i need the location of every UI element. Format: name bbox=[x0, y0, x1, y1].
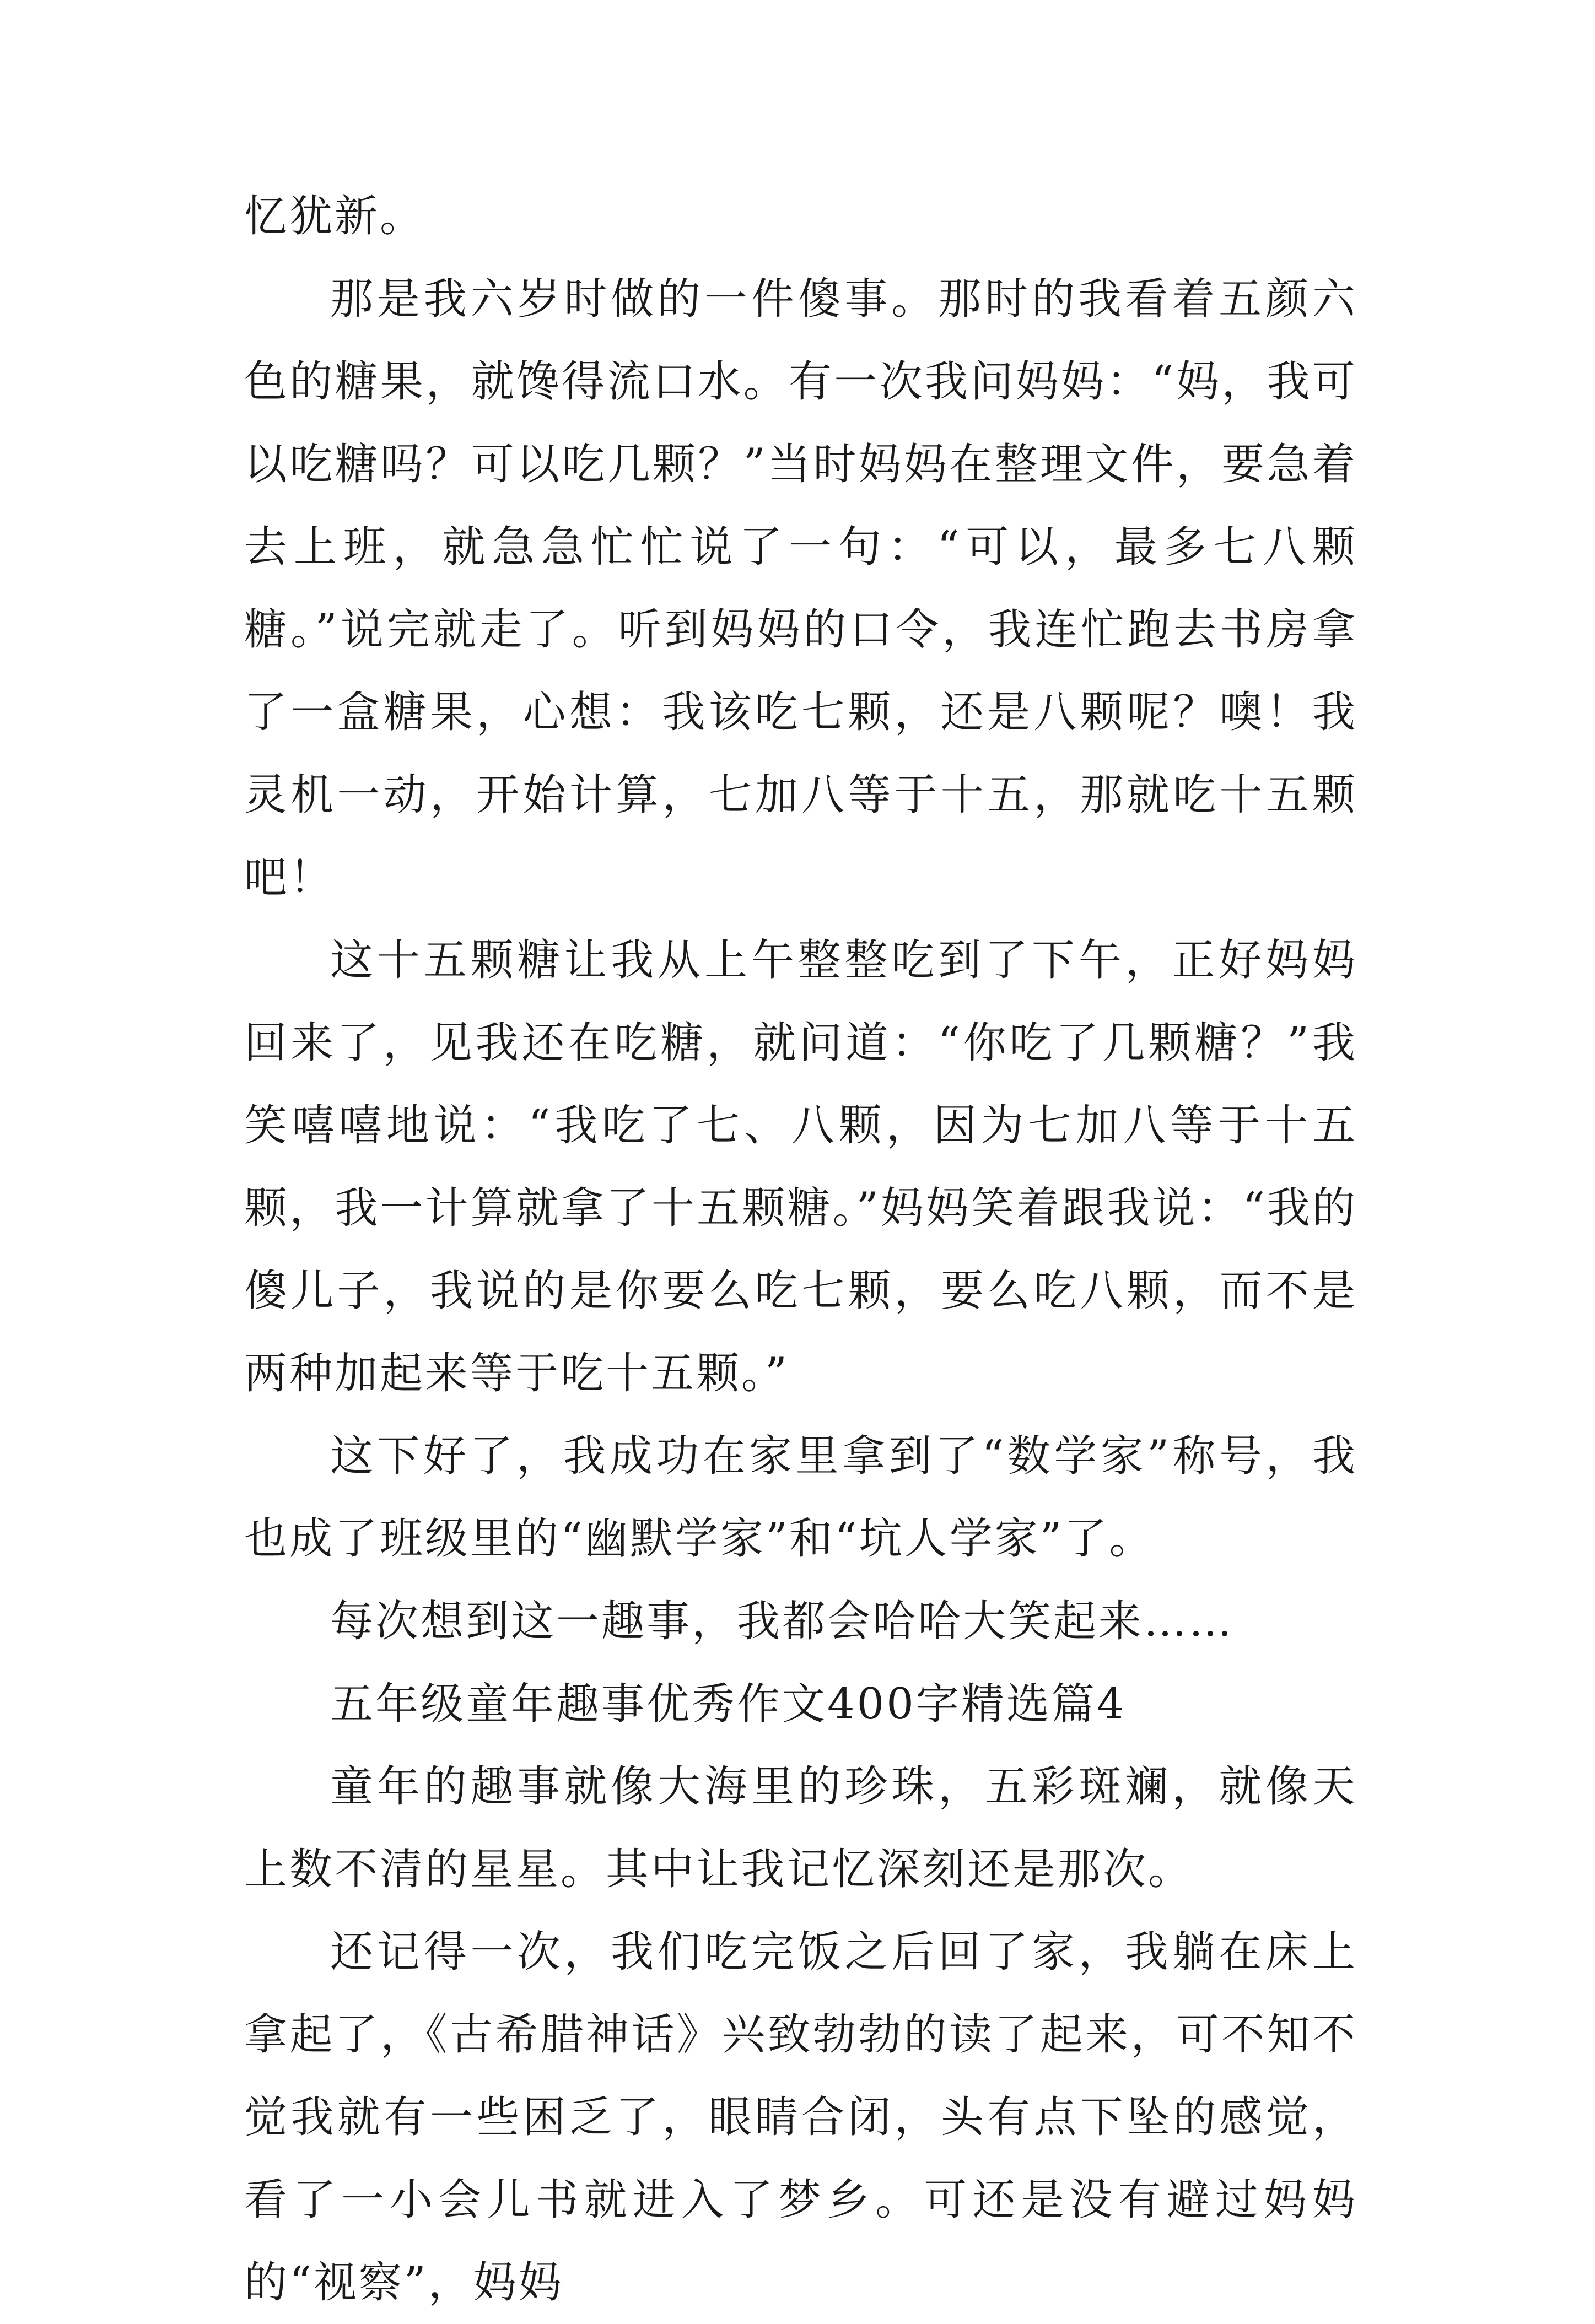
paragraph-laugh: 每次想到这一趣事，我都会哈哈大笑起来…… bbox=[330, 1597, 1235, 1646]
paragraph-candy-story: 那是我六岁时做的一件傻事。那时的我看着五颜六色的糖果，就馋得流口水。有一次我问妈妈：“妈，我可以吃糖吗？可以吃几颗？”当时妈妈在整理文件，要急着去上班，就急急忙忙说了一句：“可以，最多七八颗糖。”说完就走了。听到妈妈的口令，我连忙跑去书房拿了一盒糖果，心想：我该吃七颗，还是八颗呢？噢！我灵机一动，开始计算，七加八等于十五，那就吃十五颗吧！ bbox=[244, 274, 1357, 902]
essay-heading: 五年级童年趣事优秀作文400字精选篇4 bbox=[330, 1679, 1127, 1729]
paragraph-mom-returns: 这十五颗糖让我从上午整整吃到了下午，正好妈妈回来了，见我还在吃糖，就问道：“你吃了几颗糖？”我笑嘻嘻地说：“我吃了七、八颗，因为七加八等于十五颗，我一计算就拿了十五颗糖。”妈妈笑着跟我说：“我的傻儿子，我说的是你要么吃七颗，要么吃八颗，而不是两种加起来等于吃十五颗。” bbox=[244, 936, 1357, 1398]
paragraph-greek-myths: 还记得一次，我们吃完饭之后回了家，我躺在床上拿起了，《古希腊神话》兴致勃勃的读了起来，可不知不觉我就有一些困乏了，眼睛合闭，头有点下坠的感觉，看了一小会儿书就进入了梦乡。可还是没有避过妈妈的“视察”，妈妈 bbox=[244, 1927, 1357, 2307]
paragraph-continuation: 忆犹新。 bbox=[244, 192, 425, 241]
document-body bbox=[244, 175, 1357, 2324]
paragraph-math-title: 这下好了，我成功在家里拿到了“数学家”称号，我也成了班级里的“幽默学家”和“坑人学家”了。 bbox=[244, 1431, 1357, 1564]
paragraph-pearls: 童年的趣事就像大海里的珍珠，五彩斑斓，就像天上数不清的星星。其中让我记忆深刻还是那次。 bbox=[244, 1762, 1357, 1894]
